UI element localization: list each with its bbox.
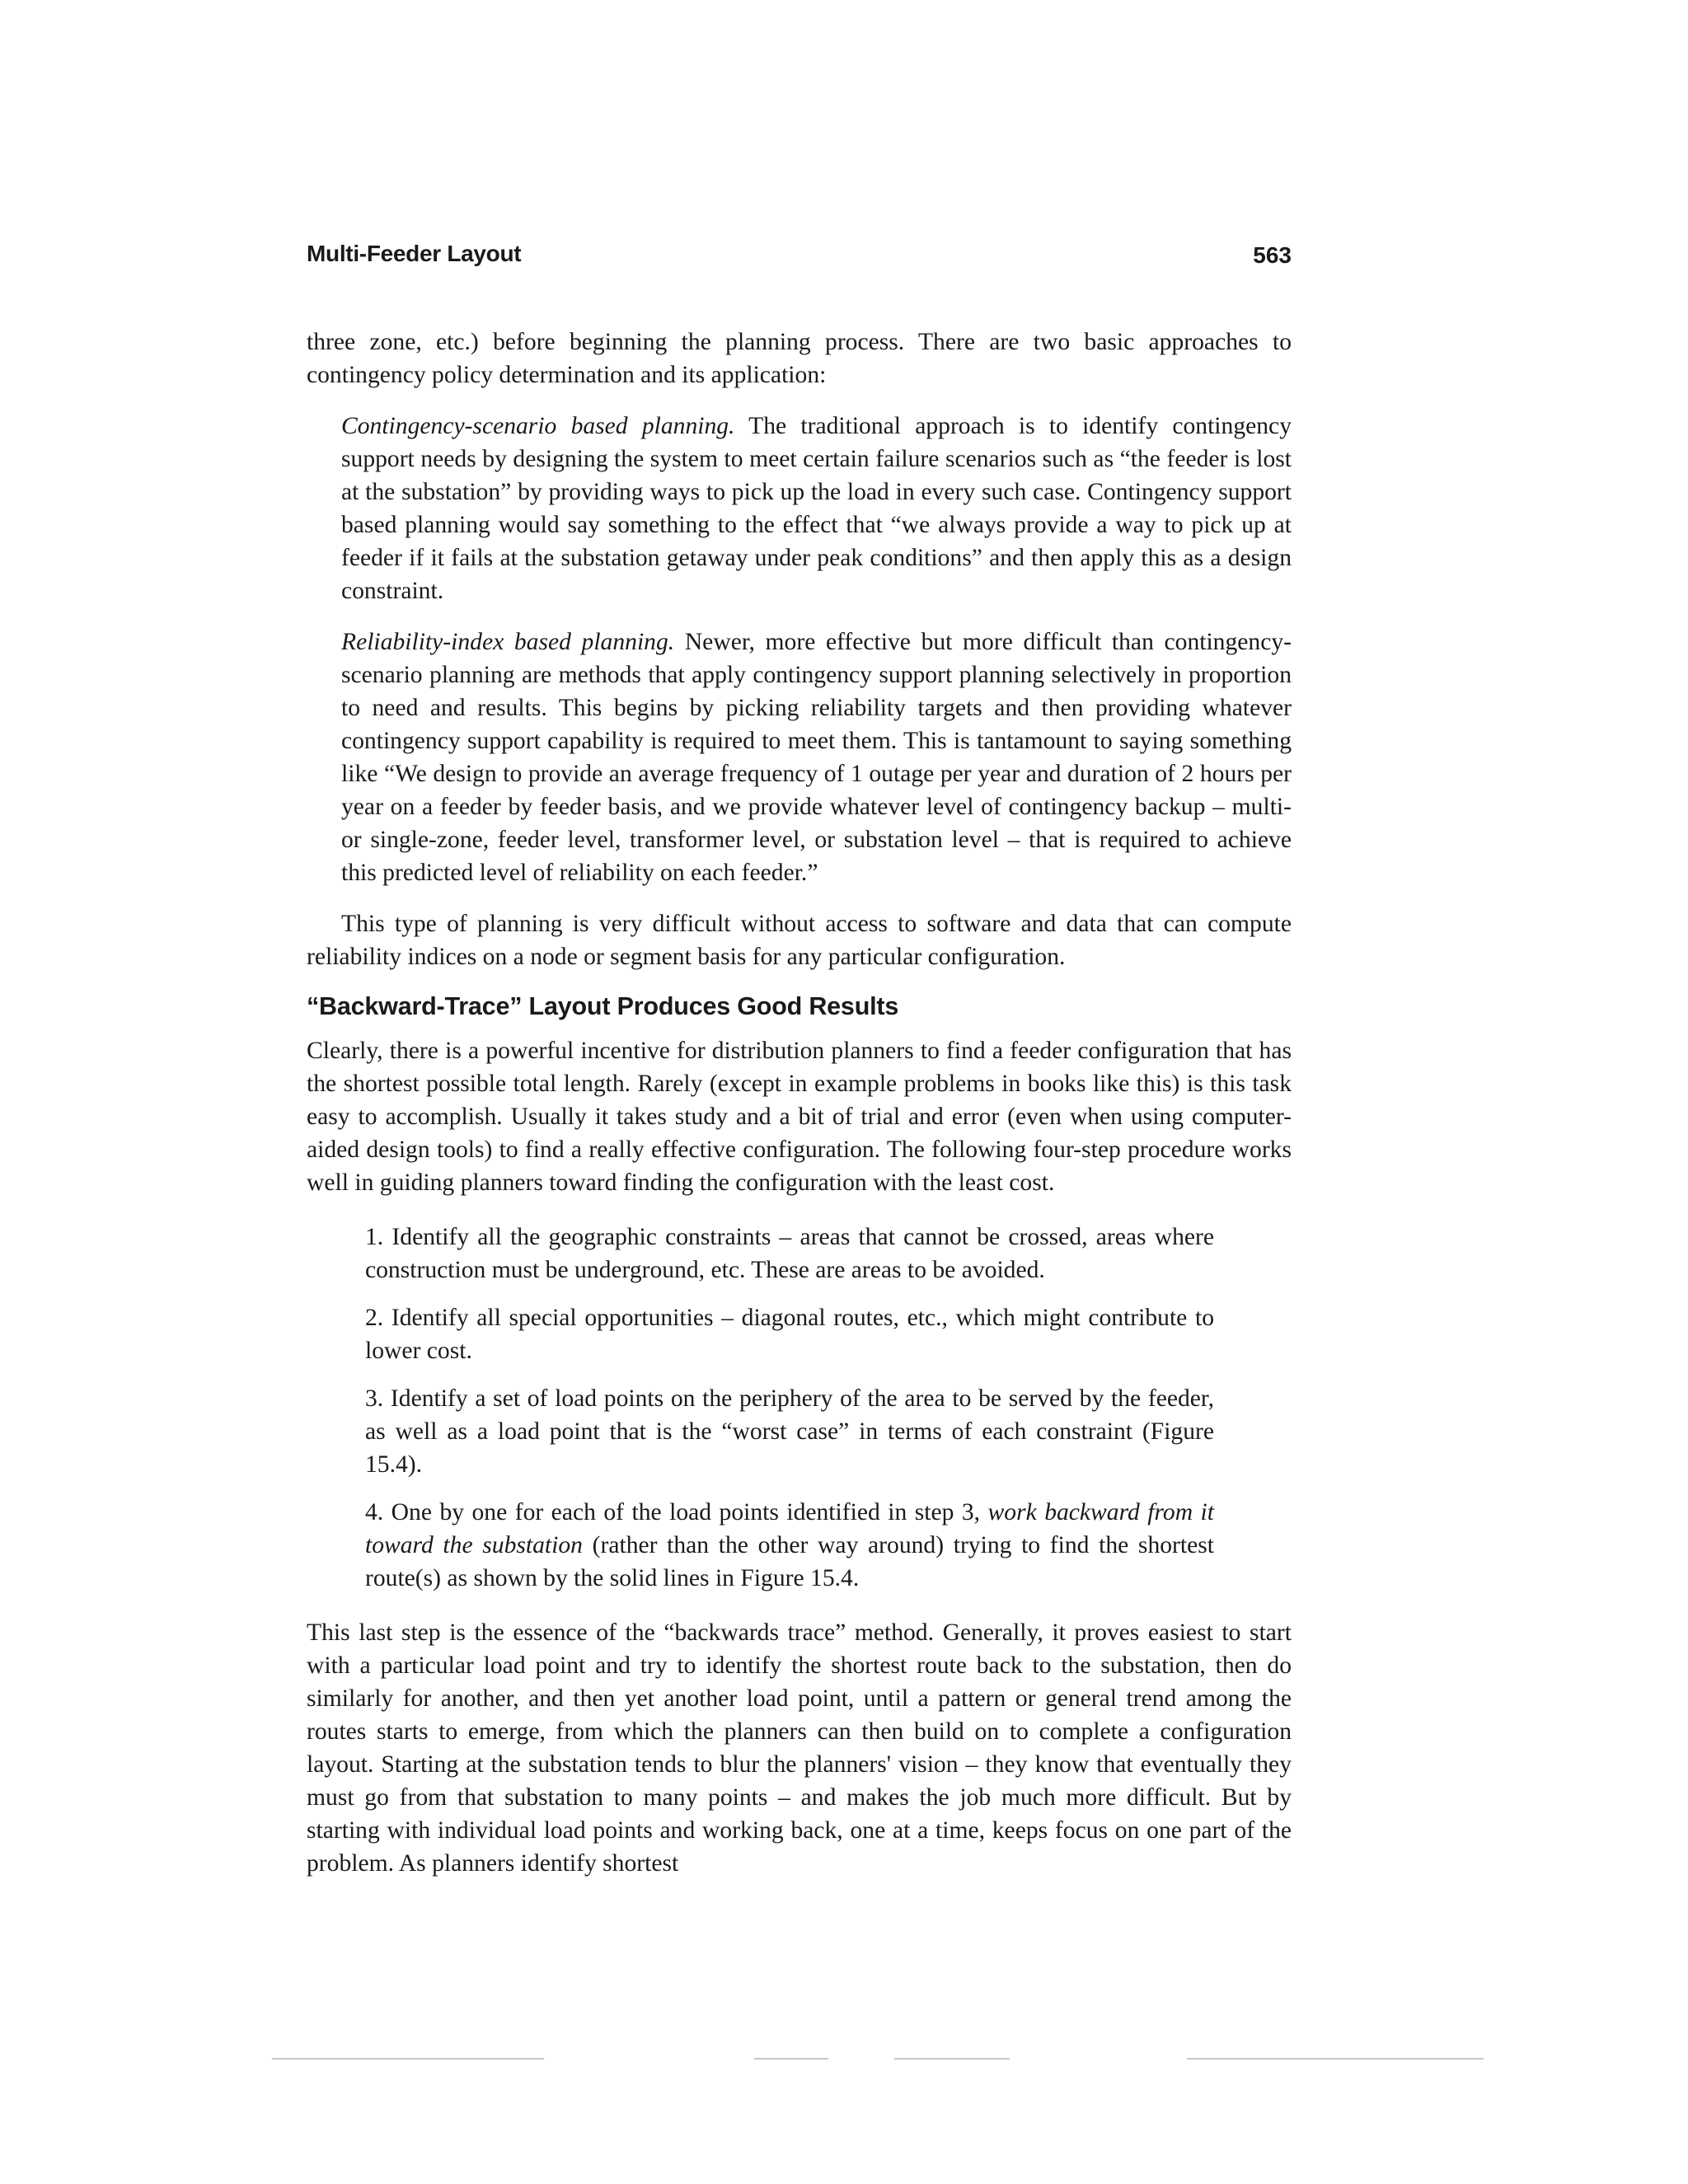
scan-artifact: [894, 2058, 1010, 2060]
page-body: [307, 326, 1292, 1880]
step-emphasis: work backward from it toward the substation: [365, 1499, 1214, 1558]
reliability-term: Reliability-index based planning.: [341, 629, 675, 655]
closing-paragraph: This last step is the essence of the “backwards trace” method. Generally, it proves easiest to start with a particular load point and try to identify the shortest route back to the substation, then do similarly for another, and then yet another load point, until a pattern or general trend among the routes starts to emerge, from which the planners can then build on to complete a configuration layout. Starting at the substation tends to blur the planners' vision – they know that eventually they must go from that substation to many points – and makes the job much more difficult. But by starting with individual load points and working back, one at a time, keeps focus on one part of the problem. As planners identify shortest: [307, 1619, 1292, 1877]
step-number: 3.: [365, 1385, 384, 1412]
list-item-step-2: [365, 1301, 1214, 1367]
software-note-paragraph: This type of planning is very difficult without access to software and data that can compute reliability indices on a node or segment basis for any particular configuration.: [307, 911, 1292, 970]
section-intro-paragraph: Clearly, there is a powerful incentive for distribution planners to find a feeder configuration that has the shortest possible total length. Rarely (except in example problems in books like this) is this task easy to accomplish. Usually it takes study and a bit of trial and error (even when using computer-aided design tools) to find a really effective configuration. The following four-step procedure works well in guiding planners toward finding the configuration with the least cost.: [307, 1038, 1292, 1196]
reliability-paragraph: [341, 626, 1292, 889]
step-text: One by one for each of the load points identified in step 3,: [383, 1499, 988, 1526]
step-number: 1.: [365, 1224, 384, 1250]
running-head: Multi-Feeder Layout: [307, 241, 522, 266]
step-number: 4.: [365, 1499, 384, 1526]
page-header: [307, 241, 1292, 274]
scan-artifact: [754, 2058, 828, 2060]
section-heading: “Backward-Trace” Layout Produces Good Results: [307, 992, 899, 1020]
step-text: Identify all the geographic constraints – areas that cannot be crossed, areas where construction must be underground, etc. These are areas to be avoided.: [365, 1224, 1214, 1283]
list-item-step-3: [365, 1382, 1214, 1481]
intro-paragraph: three zone, etc.) before beginning the planning process. There are two basic approaches to contingency policy determination and its application:: [307, 329, 1292, 388]
list-item-step-1: [365, 1221, 1214, 1286]
contingency-paragraph: [341, 410, 1292, 607]
scan-artifact: [272, 2058, 544, 2060]
step-text: Identify all special opportunities – diagonal routes, etc., which might contribute to lower cost.: [365, 1305, 1214, 1364]
step-text: Identify a set of load points on the periphery of the area to be served by the feeder, as well as a load point that is the “worst case” in terms of each constraint (Figure 15.4).: [365, 1385, 1214, 1478]
scan-artifact: [1187, 2058, 1484, 2060]
step-number: 2.: [365, 1305, 384, 1331]
contingency-term: Contingency-scenario based planning.: [341, 413, 735, 439]
step-text: (rather than the other way around) trying to find the shortest route(s) as shown by the solid lines in Figure 15.4.: [365, 1532, 1214, 1591]
list-item-step-4: [365, 1496, 1214, 1595]
contingency-text: The traditional approach is to identify contingency support needs by designing the system to meet certain failure scenarios such as “the feeder is lost at the substation” by providing ways to pick up the load in every such case. Contingency support based planning would say something to the effect that “we always provide a way to pick up at feeder if it fails at the substation getaway under peak conditions” and then apply this as a design constraint.: [341, 413, 1292, 604]
reliability-text: Newer, more effective but more difficult than contingency-scenario planning are methods that apply contingency support planning selectively in proportion to need and results. This begins by picking reliability targets and then providing whatever contingency support capability is required to meet them. This is tantamount to saying something like “We design to provide an average frequency of 1 outage per year and duration of 2 hours per year on a feeder by feeder basis, and we provide whatever level of contingency backup – multi- or single-zone, feeder level, transformer level, or substation level – that is required to achieve this predicted level of reliability on each feeder.”: [341, 629, 1292, 886]
page-number: 563: [1253, 242, 1292, 268]
